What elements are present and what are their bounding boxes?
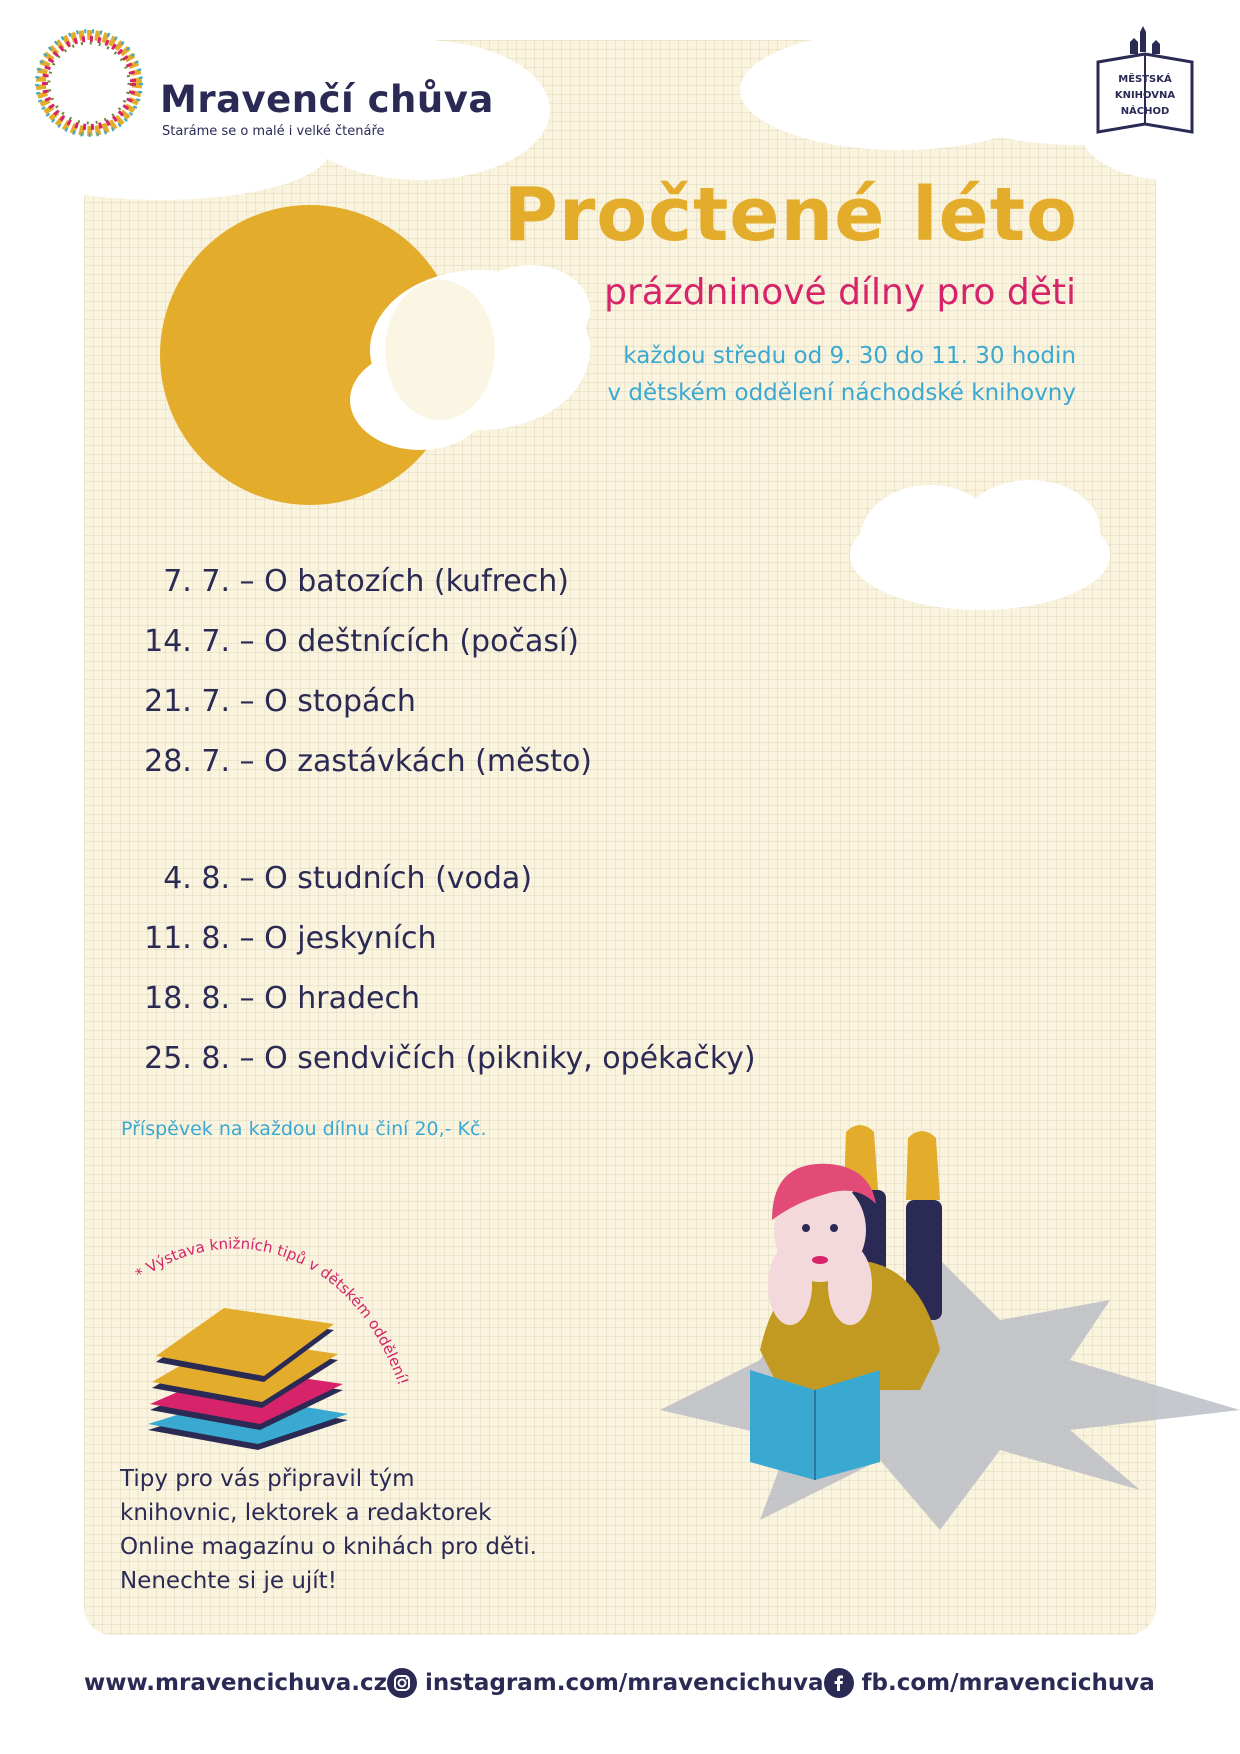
schedule-topic: – O jeskyních xyxy=(239,921,437,956)
footer-website[interactable] xyxy=(84,1670,387,1696)
instagram-icon xyxy=(387,1668,417,1698)
library-line-3: NÁCHOD xyxy=(1120,106,1170,117)
schedule-row-august-3 xyxy=(120,981,420,1016)
event-subtitle: prázdninové dílny pro děti xyxy=(604,272,1076,313)
footer-facebook[interactable] xyxy=(824,1668,1155,1698)
schedule-date: 7. 7. xyxy=(163,564,230,599)
library-line-1: MĚSTSKÁ xyxy=(1118,74,1172,85)
info-line-4: Nenechte si je ujít! xyxy=(120,1568,337,1594)
schedule-row-august-1 xyxy=(120,861,532,896)
schedule-row-july-1 xyxy=(120,564,569,599)
schedule-topic: – O stopách xyxy=(239,684,416,719)
facebook-icon xyxy=(824,1668,854,1698)
instagram-link[interactable]: instagram.com/mravencichuva xyxy=(424,1670,824,1696)
book-stack-illustration xyxy=(138,1290,348,1460)
schedule-date: 21. 7. xyxy=(144,684,230,719)
footer-instagram[interactable] xyxy=(387,1668,824,1698)
schedule-topic: – O studních (voda) xyxy=(239,861,533,896)
girl-reading-illustration xyxy=(640,1110,1240,1550)
schedule-date: 28. 7. xyxy=(144,744,230,779)
footer xyxy=(84,1663,1154,1703)
facebook-link[interactable]: fb.com/mravencichuva xyxy=(861,1670,1155,1696)
brand-name: Mravenčí chůva xyxy=(160,78,494,121)
schedule-topic: – O deštnících (počasí) xyxy=(239,624,579,659)
schedule-date: 14. 7. xyxy=(144,624,230,659)
schedule-date: 18. 8. xyxy=(144,981,230,1016)
event-when-line-1: každou středu od 9. 30 do 11. 30 hodin xyxy=(623,343,1076,369)
schedule-topic: – O batozích (kufrech) xyxy=(239,564,569,599)
website-link[interactable]: www.mravencichuva.cz xyxy=(84,1670,387,1696)
schedule-row-july-2 xyxy=(120,624,579,659)
brand-tagline: Staráme se o malé i velké čtenáře xyxy=(162,124,385,139)
schedule-topic: – O sendvičích (pikniky, opékačky) xyxy=(239,1041,756,1076)
cloud-middle-right xyxy=(830,470,1120,640)
schedule-topic: – O hradech xyxy=(239,981,420,1016)
logo-ring-icon xyxy=(24,18,154,148)
schedule-row-august-4 xyxy=(120,1041,756,1076)
info-line-3: Online magazínu o knihách pro děti. xyxy=(120,1534,537,1560)
event-when-line-2: v dětském oddělení náchodské knihovny xyxy=(607,380,1076,406)
event-title: Pročtené léto xyxy=(503,172,1078,258)
schedule-row-july-3 xyxy=(120,684,416,719)
library-logo-icon xyxy=(1090,22,1200,142)
schedule-date: 4. 8. xyxy=(163,861,230,896)
event-when xyxy=(0,338,1076,412)
schedule-date: 11. 8. xyxy=(144,921,230,956)
fee-note: Příspěvek na každou dílnu činí 20,- Kč. xyxy=(121,1118,487,1140)
schedule-row-august-2 xyxy=(120,921,437,956)
info-text xyxy=(120,1462,537,1598)
schedule-topic: – O zastávkách (město) xyxy=(239,744,593,779)
schedule-date: 25. 8. xyxy=(144,1041,230,1076)
info-line-2: knihovnic, lektorek a redaktorek xyxy=(120,1500,492,1526)
info-line-1: Tipy pro vás připravil tým xyxy=(120,1466,415,1492)
exhibition-text: * Výstava knižních tipů v dětském oddělení! xyxy=(132,1234,413,1388)
library-line-2: KNIHOVNA xyxy=(1114,90,1176,101)
schedule-row-july-4 xyxy=(120,744,592,779)
